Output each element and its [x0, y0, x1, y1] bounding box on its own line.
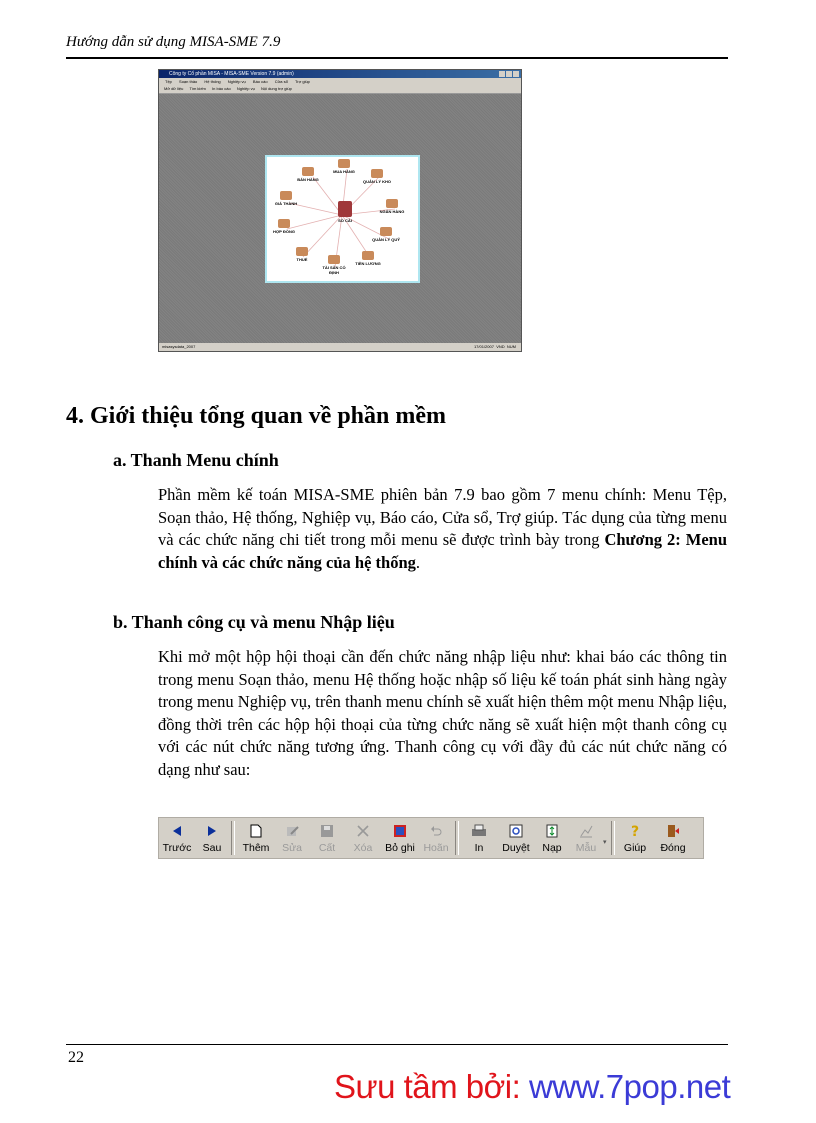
- menu-item[interactable]: Nghiệp vụ: [227, 79, 246, 84]
- menu-item[interactable]: Tệp: [165, 79, 172, 84]
- diagram-node[interactable]: QUẢN LÝ QUỸ: [371, 227, 401, 242]
- diagram-node[interactable]: GIÁ THÀNH: [271, 191, 301, 206]
- postpone-button[interactable]: Hoãn: [419, 818, 453, 858]
- undo-icon: [427, 822, 445, 840]
- app-menubar: [159, 78, 521, 85]
- minimize-icon[interactable]: [499, 71, 505, 77]
- diagram-node[interactable]: MUA HÀNG: [329, 159, 359, 174]
- page-number: 22: [68, 1049, 84, 1066]
- delete-icon: [354, 822, 372, 840]
- app-screenshot: [158, 69, 522, 352]
- preview-icon: [507, 822, 525, 840]
- data-entry-toolbar: [158, 817, 704, 859]
- app-titlebar: [159, 70, 521, 78]
- svg-text:?: ?: [631, 824, 640, 838]
- diagram-node[interactable]: NGÂN HÀNG: [377, 199, 407, 214]
- save-icon: [318, 822, 336, 840]
- edit-button[interactable]: Sửa: [275, 818, 309, 858]
- toolbar-item[interactable]: In báo cáo: [212, 86, 231, 91]
- printer-icon: [470, 822, 488, 840]
- subsection-a-heading: a. Thanh Menu chính: [113, 450, 279, 470]
- status-right: 17/01/2007 VND NUM: [473, 344, 516, 349]
- diagram-center[interactable]: SỔ CÁI: [330, 201, 360, 223]
- template-icon: [577, 822, 595, 840]
- toolbar-item[interactable]: Nghiệp vụ: [236, 86, 255, 91]
- section-heading: 4. Giới thiệu tổng quan về phần mềm: [66, 403, 447, 429]
- menu-item[interactable]: Hệ thống: [204, 79, 221, 84]
- help-button[interactable]: ? Giúp: [623, 824, 647, 854]
- chevron-down-icon[interactable]: ▾: [603, 839, 607, 846]
- previous-button[interactable]: Trước: [159, 818, 195, 858]
- save-button[interactable]: Cất: [309, 818, 345, 858]
- menu-item[interactable]: Cửa sổ: [274, 79, 288, 84]
- subsection-b-heading: b. Thanh công cụ và menu Nhập liệu: [113, 612, 395, 632]
- subsection-a-paragraph: Phần mềm kế toán MISA-SME phiên bản 7.9 bao gồm 7 menu chính: Menu Tệp, Soạn thảo, Hệ thống, Nghiệp vụ, Báo cáo, Cửa sổ, Trợ giúp. Tác dụng của từng menu và các chức năng chi tiết trong mỗi menu sẽ được trình bày trong Chương 2: Menu chính và các chức năng của hệ thống.: [158, 485, 727, 572]
- diagram-node[interactable]: BÁN HÀNG: [293, 167, 323, 182]
- toolbar-separator: [611, 821, 615, 855]
- print-button[interactable]: In: [461, 818, 497, 858]
- edit-icon: [283, 822, 301, 840]
- diagram-node[interactable]: QUẢN LÝ KHO: [362, 169, 392, 184]
- app-window-title: Công ty Cổ phần MISA - MISA-SME Version 7.9 (admin): [169, 71, 294, 77]
- watermark: Sưu tầm bởi: www.7pop.net: [334, 1068, 731, 1105]
- running-header: Hướng dẫn sử dụng MISA-SME 7.9: [66, 34, 281, 50]
- chapter-reference: Chương 2: Menu chính và các chức năng của hệ thống: [158, 530, 727, 572]
- app-toolbar: [159, 85, 521, 94]
- menu-item[interactable]: Báo cáo: [252, 79, 268, 84]
- refresh-icon: [543, 822, 561, 840]
- menu-item[interactable]: Trợ giúp: [294, 79, 310, 84]
- unpost-button[interactable]: Bỏ ghi: [381, 818, 419, 858]
- header-rule: [66, 57, 728, 59]
- delete-button[interactable]: Xóa: [345, 818, 381, 858]
- subsection-b-paragraph: Khi mở một hộp hội thoại cần đến chức năng nhập liệu như: khai báo các thông tin trong menu Soạn thảo, menu Hệ thống hoặc nhập số liệu kế toán phát sinh hàng ngày trong menu Nghiệp vụ, trên thanh menu chính sẽ xuất hiện thêm một menu Nhập liệu, đồng thời trên các hộp hội thoại của từng chức năng sẽ xuất hiện một thanh công cụ với các nút chức năng tương ứng. Thanh công cụ với đầy đủ các nút chức năng có dạng như sau:: [158, 647, 727, 779]
- arrow-right-icon: [203, 822, 221, 840]
- diagram-node[interactable]: HỢP ĐỒNG: [269, 219, 299, 234]
- help-icon: [626, 822, 644, 840]
- menu-item[interactable]: Soạn thảo: [179, 79, 198, 84]
- preview-button[interactable]: Duyệt: [497, 818, 535, 858]
- toolbar-item[interactable]: Nội dung trợ giúp: [260, 86, 292, 91]
- module-diagram: [265, 155, 420, 283]
- reload-button[interactable]: Nạp: [535, 818, 569, 858]
- arrow-left-icon: [168, 822, 186, 840]
- close-icon[interactable]: [513, 71, 519, 77]
- add-button[interactable]: Thêm: [237, 818, 275, 858]
- close-button[interactable]: Đóng: [653, 818, 693, 858]
- new-page-icon: [247, 822, 265, 840]
- toolbar-separator: [231, 821, 235, 855]
- toolbar-item[interactable]: Tìm kiếm: [189, 86, 206, 91]
- toolbar-item[interactable]: Mở dữ liệu: [164, 86, 184, 91]
- app-statusbar: [159, 343, 521, 351]
- template-button[interactable]: Mẫu: [569, 818, 603, 858]
- diagram-node[interactable]: TÀI SẢN CỐ ĐỊNH: [319, 255, 349, 275]
- maximize-icon[interactable]: [506, 71, 512, 77]
- next-button[interactable]: Sau: [195, 818, 229, 858]
- footer-rule: [66, 1044, 728, 1045]
- unpost-icon: [391, 822, 409, 840]
- exit-icon: [664, 822, 682, 840]
- status-database: misasysdata_2007: [162, 344, 196, 349]
- toolbar-separator: [455, 821, 459, 855]
- diagram-node[interactable]: TIỀN LƯƠNG: [353, 251, 383, 266]
- diagram-node[interactable]: THUẾ: [287, 247, 317, 262]
